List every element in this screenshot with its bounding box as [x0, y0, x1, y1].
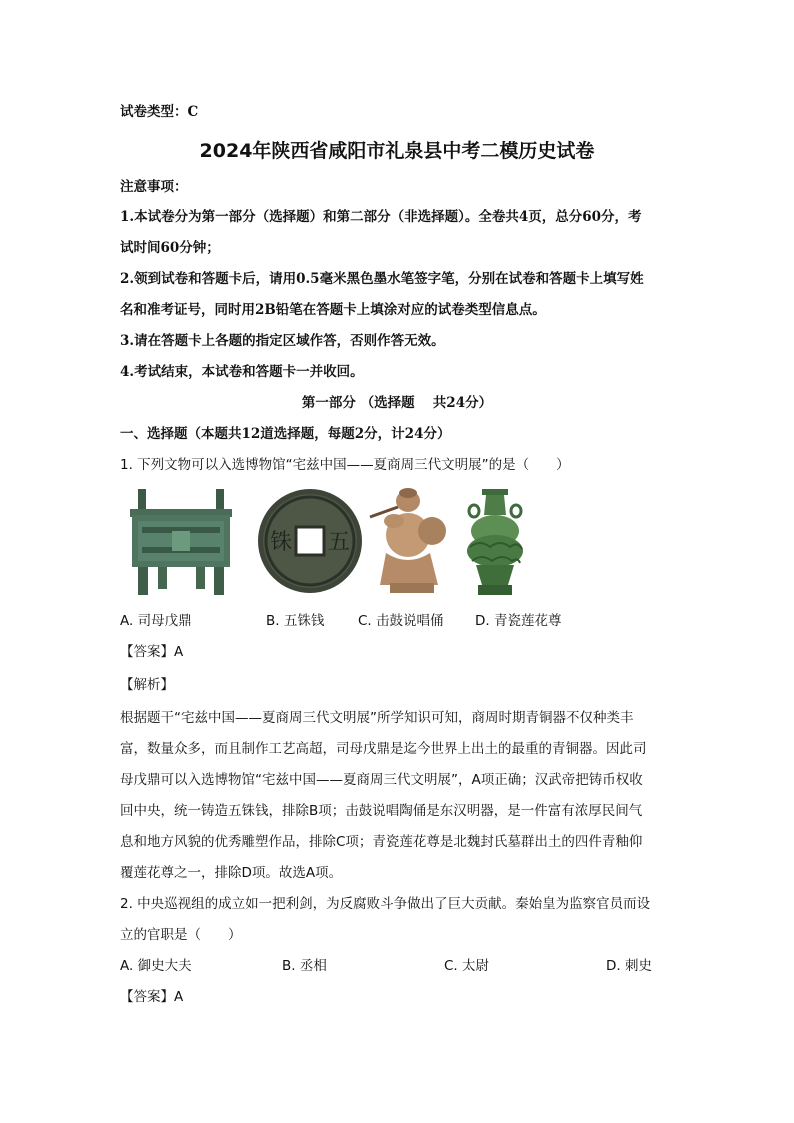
coin-character: 铢 [269, 530, 293, 555]
notes-heading: 注意事项： [120, 179, 188, 195]
vase-image [460, 487, 530, 597]
option-d: D. 刺史 [606, 958, 652, 974]
part-heading: 第一部分 （选择题 共24分） [301, 395, 493, 411]
analysis-label: 【解析】 [120, 677, 174, 693]
answer: 【答案】A [120, 989, 184, 1005]
option-b: B. 丞相 [282, 958, 327, 974]
coin-character: 五 [327, 530, 351, 555]
notes-line: 名和准考证号，同时用2B铅笔在答题卡上填涂对应的试卷类型信息点。 [120, 302, 546, 318]
page-title: 2024年陕西省咸阳市礼泉县中考二模历史试卷 [199, 140, 595, 162]
ding-image [124, 487, 238, 597]
analysis-line: 息和地方风貌的优秀雕塑作品，排除C项；青瓷莲花尊是北魏封氏墓群出土的四件青釉仰 [120, 834, 643, 850]
coin-image [256, 487, 364, 597]
option-a: A. 御史大夫 [120, 958, 192, 974]
notes-line: 3.请在答题卡上各题的指定区域作答，否则作答无效。 [120, 333, 445, 349]
option-c: C. 太尉 [444, 958, 490, 974]
option-d: D. 青瓷莲花尊 [475, 613, 562, 629]
option-b: B. 五铢钱 [266, 613, 325, 629]
option-c: C. 击鼓说唱俑 [358, 613, 444, 629]
notes-line: 试时间60分钟； [120, 240, 220, 256]
analysis-line: 根据题干“宅兹中国——夏商周三代文明展”所学知识可知，商周时期青铜器不仅种类丰 [120, 710, 634, 726]
answer: 【答案】A [120, 644, 184, 660]
option-a: A. 司母戊鼎 [120, 613, 192, 629]
notes-line: 4.考试结束，本试卷和答题卡一并收回。 [120, 364, 364, 380]
section-heading: 一、选择题（本题共12道选择题，每题2分，计24分） [120, 426, 451, 442]
analysis-line: 覆莲花尊之一，排除D项。故选A项。 [120, 865, 343, 881]
question-stem: 立的官职是（ ） [120, 927, 242, 943]
question-stem: 2. 中央巡视组的成立如一把利剑，为反腐败斗争做出了巨大贡献。秦始皇为监察官员而设 [120, 896, 651, 912]
figurine-image [368, 487, 452, 597]
analysis-line: 回中央，统一铸造五铢钱，排除B项；击鼓说唱陶俑是东汉明器，是一件富有浓厚民间气 [120, 803, 643, 819]
analysis-line: 富，数量众多，而且制作工艺高超，司母戊鼎是迄今世界上出土的最重的青铜器。因此司 [120, 741, 647, 757]
notes-line: 1.本试卷分为第一部分（选择题）和第二部分（非选择题）。全卷共4页，总分60分，考 [120, 209, 642, 225]
analysis-line: 母戊鼎可以入选博物馆“宅兹中国——夏商周三代文明展”，A项正确；汉武帝把铸币权收 [120, 772, 643, 788]
paper-type: 试卷类型：C [120, 104, 199, 120]
question-stem: 1. 下列文物可以入选博物馆“宅兹中国——夏商周三代文明展”的是（ ） [120, 457, 570, 473]
notes-line: 2.领到试卷和答题卡后，请用0.5毫米黑色墨水笔签字笔，分别在试卷和答题卡上填写姓 [120, 271, 644, 287]
